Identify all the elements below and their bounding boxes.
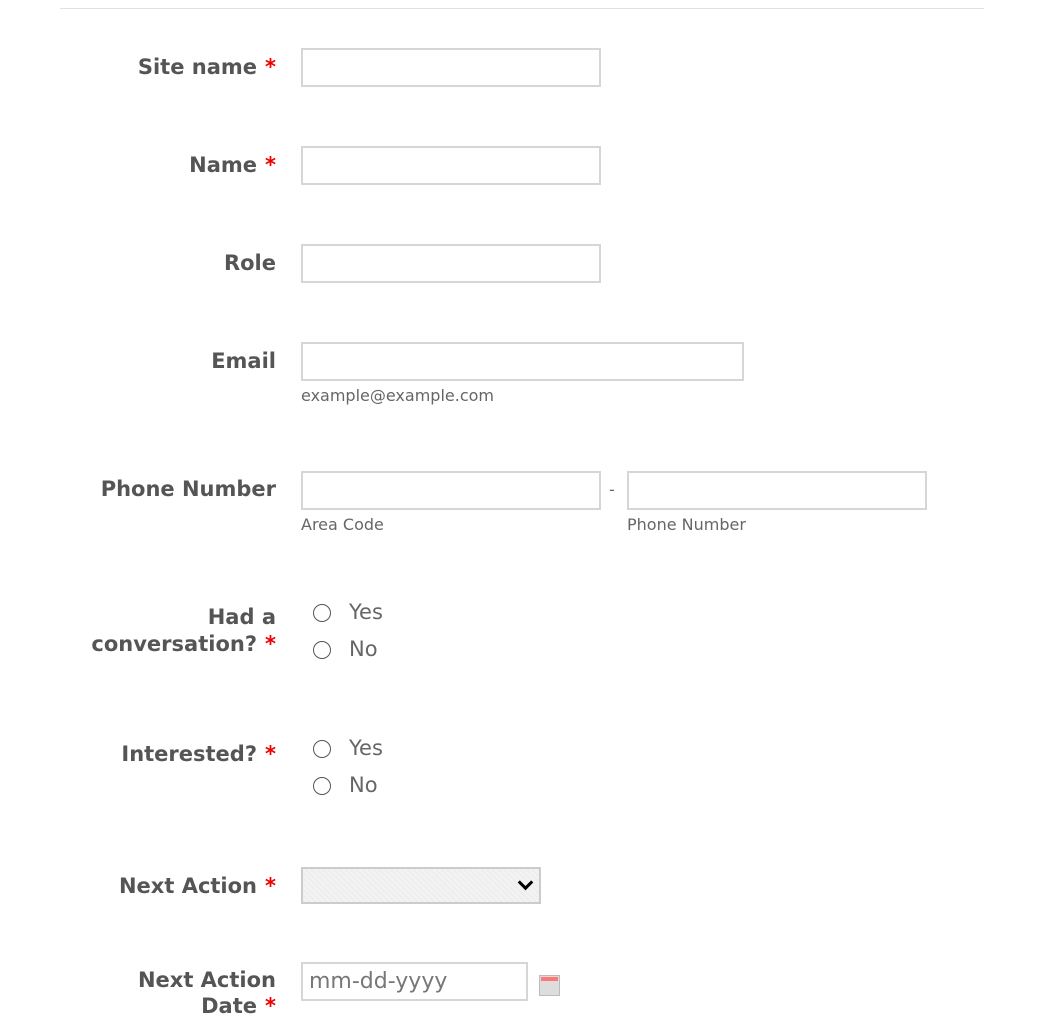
- phone-separator: -: [609, 480, 615, 499]
- phone-label: Phone Number: [100, 477, 276, 501]
- conversation-yes-radio[interactable]: [313, 604, 331, 622]
- phone-number-hint: Phone Number: [627, 515, 746, 534]
- calendar-icon[interactable]: [539, 975, 560, 996]
- area-code-hint: Area Code: [301, 515, 384, 534]
- email-label: Email: [211, 349, 276, 373]
- interested-label: Interested? *: [121, 742, 276, 766]
- interested-no-label[interactable]: No: [349, 773, 378, 797]
- divider: [60, 8, 984, 9]
- phone-number-input[interactable]: [627, 471, 927, 510]
- interested-yes-label[interactable]: Yes: [349, 736, 383, 760]
- name-input[interactable]: [301, 146, 601, 185]
- email-input[interactable]: [301, 342, 744, 381]
- area-code-input[interactable]: [301, 471, 601, 510]
- email-hint: example@example.com: [301, 386, 494, 405]
- conversation-no-radio[interactable]: [313, 641, 331, 659]
- next-action-select[interactable]: [301, 867, 541, 904]
- role-input[interactable]: [301, 244, 601, 283]
- next-action-label: Next Action *: [118, 874, 276, 898]
- site-name-input[interactable]: [301, 48, 601, 87]
- next-action-date-label: Next Action Date *: [137, 968, 276, 1018]
- conversation-yes-label[interactable]: Yes: [349, 600, 383, 624]
- interested-no-radio[interactable]: [313, 777, 331, 795]
- role-label: Role: [223, 251, 276, 275]
- interested-yes-radio[interactable]: [313, 740, 331, 758]
- site-name-label: Site name *: [137, 55, 276, 79]
- chevron-down-icon: [518, 875, 534, 891]
- name-label: Name *: [189, 153, 276, 177]
- conversation-label: Had a conversation? *: [91, 605, 276, 656]
- conversation-no-label[interactable]: No: [349, 637, 378, 661]
- next-action-date-input[interactable]: [301, 962, 528, 1001]
